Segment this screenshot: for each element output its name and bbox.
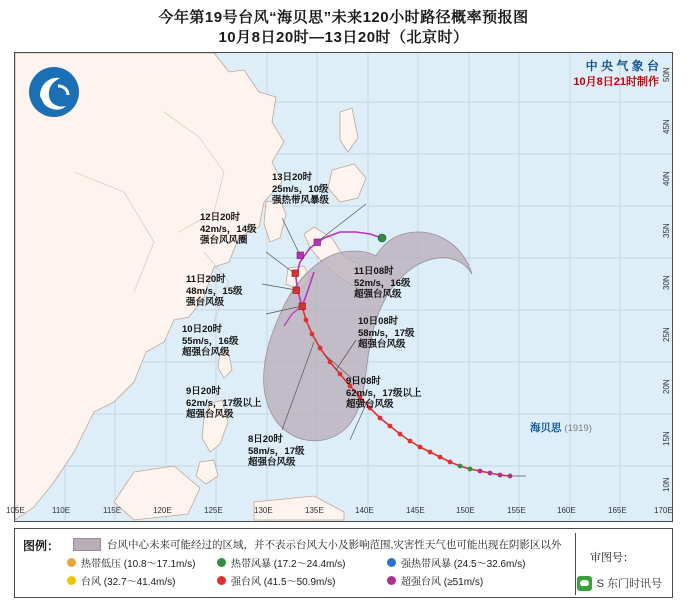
- legend-item-severe-tropical-storm: 强热带风暴 (24.5～32.6m/s): [387, 555, 537, 570]
- axis-lon-0: 105E: [6, 506, 25, 515]
- title-line-2: 10月8日20时—13日20时（北京时）: [218, 29, 469, 46]
- legend-area-text: 台风中心未来可能经过的区域，并不表示台风大小及影响范围,灾害性天气也可能出现在阴影区以外: [107, 539, 562, 551]
- axis-lat-4: 30N: [662, 275, 671, 290]
- title-line-1: 今年第19号台风“海贝思”未来120小时路径概率预报图: [158, 9, 529, 26]
- axis-lon-1: 110E: [52, 506, 71, 515]
- axis-lat-0: 50N: [662, 67, 671, 82]
- label-10日20时: 10日20时 55m/s，16级 超强台风级: [182, 324, 239, 358]
- cma-logo: [29, 67, 79, 117]
- axis-lon-12: 165E: [608, 506, 627, 515]
- label-12日20时: 12日20时 42m/s，14级 强台风风圈: [200, 212, 257, 246]
- issuing-organization: [573, 58, 659, 90]
- map-canvas: [14, 52, 673, 522]
- axis-lon-9: 150E: [456, 506, 475, 515]
- label-11日08时: 11日08时 52m/s，16级 超强台风级: [354, 266, 411, 300]
- axis-lat-3: 35N: [662, 223, 671, 238]
- label-11日20时: 11日20时 48m/s，15级 强台风级: [186, 274, 243, 308]
- probability-area-swatch: [73, 538, 101, 551]
- axis-lat-1: 45N: [662, 119, 671, 134]
- legend-dot-icon: [217, 576, 226, 585]
- axis-lat-8: 10N: [662, 477, 671, 492]
- axis-lon-7: 140E: [355, 506, 374, 515]
- page-title: [0, 0, 687, 48]
- axis-lon-10: 155E: [507, 506, 526, 515]
- typhoon-track-map[interactable]: [6, 52, 673, 522]
- legend-items: [67, 555, 537, 588]
- axis-lon-13: 170E: [654, 506, 673, 515]
- legend-title: 图例：: [23, 539, 60, 553]
- label-13日20时: 13日20时 25m/s，10级 强热带风暴级: [272, 172, 330, 206]
- label-8日20时: 8日20时 58m/s，17级 超强台风级: [248, 434, 305, 468]
- axis-lat-5: 25N: [662, 327, 671, 342]
- axis-lat-2: 40N: [662, 171, 671, 186]
- legend-dot-icon: [217, 558, 226, 567]
- legend-item-super-typhoon: 超强台风 (≥51m/s): [387, 573, 537, 588]
- axis-lat-6: 20N: [662, 379, 671, 394]
- legend-dot-icon: [67, 558, 76, 567]
- axis-lon-3: 120E: [153, 506, 172, 515]
- axis-lon-4: 125E: [204, 506, 223, 515]
- wechat-text: S 东门时讯号: [596, 578, 662, 590]
- axis-lon-11: 160E: [557, 506, 576, 515]
- wechat-icon: [577, 576, 592, 591]
- storm-name-label: 海贝思 (1919): [530, 422, 592, 434]
- axis-lon-5: 130E: [254, 506, 273, 515]
- label-9日20时: 9日20时 62m/s，17级以上 超强台风级: [186, 386, 262, 420]
- legend-item-tropical-storm: 热带风暴 (17.2～24.4m/s): [217, 555, 387, 570]
- axis-lat-7: 15N: [662, 431, 671, 446]
- legend-panel: [14, 528, 673, 598]
- legend-area-row: [73, 537, 561, 552]
- wechat-watermark: [577, 575, 662, 591]
- legend-item-typhoon: 台风 (32.7～41.4m/s): [67, 573, 217, 588]
- axis-lon-6: 135E: [305, 506, 324, 515]
- axis-lon-8: 145E: [406, 506, 425, 515]
- approval-number: 审图号：: [590, 552, 634, 564]
- legend-dot-icon: [67, 576, 76, 585]
- legend-item-tropical-depression: 热带低压 (10.8～17.1m/s): [67, 555, 217, 570]
- label-9日08时: 9日08时 62m/s，17级以上 超强台风级: [346, 376, 422, 410]
- org-name: 中 央 气 象 台: [585, 59, 659, 73]
- legend-dot-icon: [387, 576, 396, 585]
- axis-lon-2: 115E: [103, 506, 122, 515]
- legend-item-severe-typhoon: 强台风 (41.5～50.9m/s): [217, 573, 387, 588]
- label-10日08时: 10日08时 58m/s，17级 超强台风级: [358, 316, 415, 350]
- org-issue-time: 10月8日21时制作: [573, 76, 659, 88]
- legend-dot-icon: [387, 558, 396, 567]
